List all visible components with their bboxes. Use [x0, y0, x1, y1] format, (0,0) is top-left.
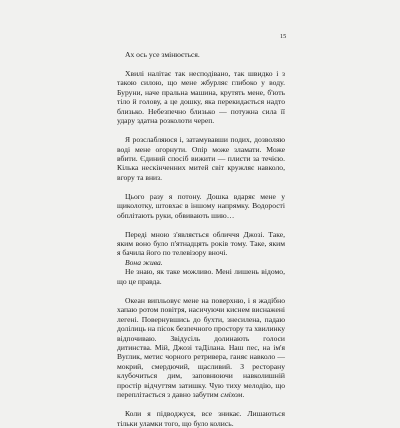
page-number: 15 [280, 33, 287, 40]
paragraph-6: Вона жива. [125, 257, 163, 267]
paragraph-9: Коли я підводжуся, все зникає. Лишаються тільки уламки того, що було колись. [117, 409, 285, 428]
paragraph-5: Переді мною з'являється обличчя Джозі. Таке, яким воно було п'ятнадцять років тому. Таке, яким я бачила його по телевізору вночі. [117, 229, 285, 258]
paragraph-4: Цього разу я потону. Дошка вдаряє мене у щиколотку, штовхає в іншому напрямку. Водорості обплітають руки, обвивають шию… [117, 191, 285, 220]
paragraph-3: Я розслабляюся і, затамувавши подих, дозволяю воді мене огорнути. Опір може зламати. Може вбити. Єдиний спосіб вижити — плисти за течією. Кілька нескінченних митей світ кружляє навколо, вгору та вниз. [117, 135, 285, 182]
paragraph-8-emphasis: сміхом [220, 390, 243, 400]
paragraph-7: Не знаю, як таке можливо. Мені лишень відомо, що це правда. [117, 267, 285, 286]
paragraph-1: Ах ось усе змінюється. [125, 50, 200, 59]
paragraph-8-tail: . [242, 390, 245, 400]
paragraph-2: Хвилі налітає так несподівано, так швидко і з такою силою, що мене жбурляє глибоко у воду. Буруни, наче пральна машина, крутять мене, б'ють тіло й голову, а це дошку, яка перекидається надто близько. Небезпечно близько — потужна сила її удару здатна розколоти череп. [117, 68, 285, 126]
paragraph-8-text: Океан випльовує мене на поверхню, і я жадібно хапаю ротом повітря, насичуючи киснем виснажені легені. Повернувшись до бухти, знесилена, падаю долілиць на пісок безпечного простору та хвилинку відпочиваю. Звідусіль долинають голоси дитинства. Мій, Джозі таДілана. Наш пес, на ім'я Вуґлик, метис чорного ретривера, ганяє навколо — мокрий, смердючий, щасливий. З ресторану клубочиться дим, заповнюючи навколишній простір відчуттям затишку. Чую тиху мелодію, що переплітається з давно забутим [117, 295, 285, 400]
page-body [117, 50, 285, 428]
paragraph-8 [117, 296, 285, 400]
